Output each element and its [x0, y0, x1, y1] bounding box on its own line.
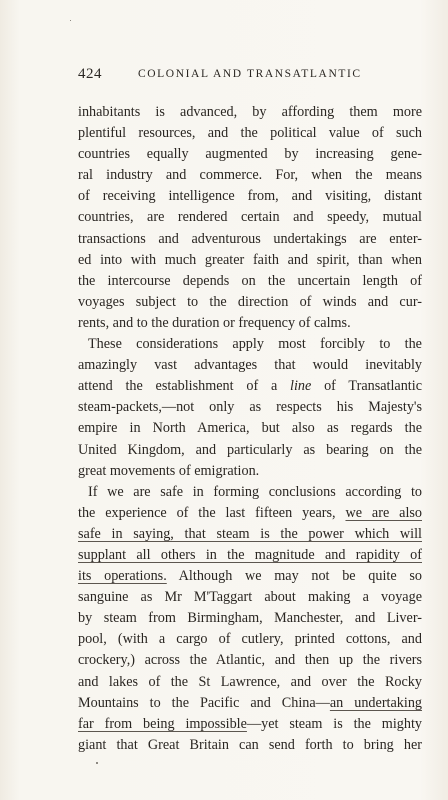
text-run: of Transatlantic — [311, 378, 422, 395]
text-line: sanguine as Mr M'Taggart about making a voyage — [78, 589, 422, 606]
text-run: the experience of the last fifteen years, — [78, 504, 346, 521]
page-header — [78, 66, 416, 84]
text-line: countries, are rendered certain and speedy, mutual — [78, 209, 422, 226]
text-run: attend the establishment of a — [78, 378, 291, 395]
text-run: Although we may not be quite so — [166, 568, 422, 585]
text-line: If we are safe in forming conclusions according to — [88, 483, 422, 500]
text-line: voyages subject to the direction of winds and cur- — [78, 293, 422, 310]
text-line — [78, 545, 422, 566]
text-line: countries equally augmented by increasing gene- — [78, 146, 422, 163]
text-line: plentiful resources, and the political value of such — [78, 125, 422, 142]
text-line — [78, 693, 422, 714]
text-line: transactions and adventurous undertakings are enter- — [78, 230, 422, 247]
text-line — [78, 503, 422, 524]
text-line: rents, and to the duration or frequency of calms. — [78, 314, 351, 331]
text-line: by steam from Birmingham, Manchester, and Liver- — [78, 610, 422, 627]
text-run: Mountains to the Pacific and China— — [78, 694, 330, 711]
text-line — [78, 566, 422, 587]
text-line: giant that Great Britain can send forth to bring her — [78, 736, 422, 753]
text-line — [78, 524, 422, 545]
text-line: steam-packets,—not only as respects his Majesty's — [78, 399, 422, 416]
text-line: and lakes of the St Lawrence, and over the Rocky — [78, 673, 422, 690]
page-number: 424 — [78, 66, 102, 82]
text-line — [78, 714, 422, 735]
text-line: inhabitants is advanced, by affording them more — [78, 104, 422, 120]
text-run: —yet steam is the mighty — [246, 715, 423, 732]
underlined-text: its operations. — [78, 568, 167, 585]
underlined-text: safe in saying, that steam is the power which will — [78, 525, 422, 542]
underlined-text: far from being impossible — [78, 715, 247, 732]
text-line — [78, 376, 422, 397]
text-line: amazingly vast advantages that would inevitably — [78, 357, 422, 374]
underlined-text: an undertaking — [329, 694, 423, 711]
text-line: the intercourse depends on the uncertain length of — [78, 272, 422, 289]
text-line: These considerations apply most forcibly to the — [88, 336, 422, 353]
text-line: great movements of emigration. — [78, 462, 260, 479]
text-line: empire in North America, but also as regards the — [78, 420, 422, 437]
emphasized-word: line — [290, 378, 312, 395]
paper-speck — [96, 762, 98, 764]
text-line: of receiving intelligence from, and visiting, distant — [78, 188, 422, 205]
page-body — [78, 102, 422, 756]
underlined-text: we are also — [345, 504, 422, 521]
paper-speck — [70, 20, 71, 21]
text-line: crockery,) across the Atlantic, and then up the rivers — [78, 652, 422, 669]
underlined-text: supplant all others in the magnitude and rapidity of — [78, 546, 422, 563]
running-head: COLONIAL AND TRANSATLANTIC — [138, 68, 362, 80]
text-line: pool, (with a cargo of cutlery, printed cottons, and — [78, 631, 422, 648]
text-line: United Kingdom, and particularly as bearing on the — [78, 441, 422, 458]
text-line: ed into with much greater faith and spirit, than when — [78, 251, 422, 268]
text-line: ral industry and commerce. For, when the means — [78, 167, 422, 184]
